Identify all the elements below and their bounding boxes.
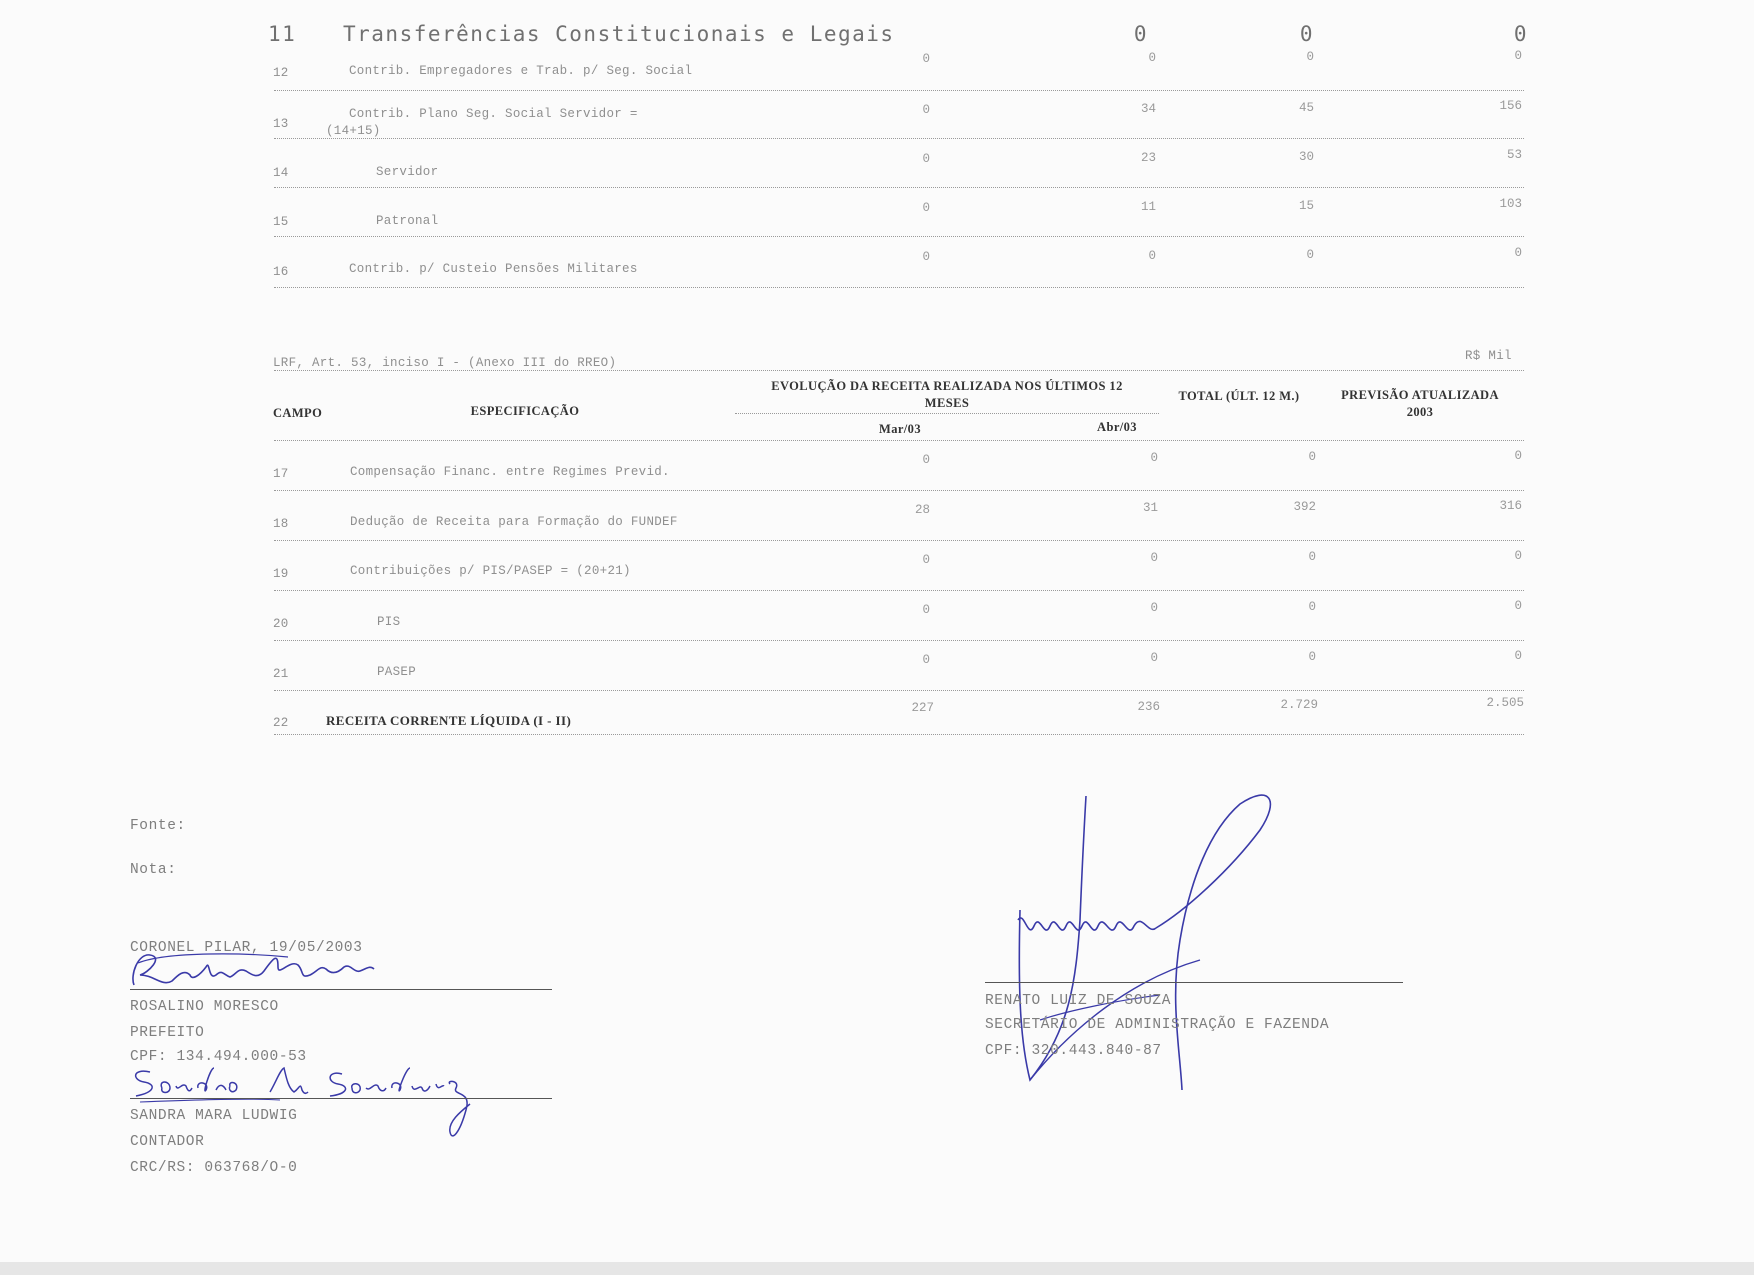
row-divider — [274, 287, 1524, 288]
row-13-label: Contrib. Plano Seg. Social Servidor = — [349, 107, 638, 121]
row-20-previsao: 0 — [1514, 599, 1522, 613]
row-21-total: 0 — [1308, 650, 1316, 664]
row-19-total: 0 — [1308, 550, 1316, 564]
row-21-abr: 0 — [1150, 651, 1158, 665]
row-14-v3: 30 — [1298, 150, 1314, 164]
signer3-doc: CPF: 320.443.840-87 — [985, 1043, 1162, 1059]
row-15-v3: 15 — [1298, 199, 1314, 213]
row-12-v4: 0 — [1514, 49, 1522, 63]
row-18-label: Dedução de Receita para Formação do FUNDEF — [350, 515, 678, 529]
row-12-label: Contrib. Empregadores e Trab. p/ Seg. Social — [349, 64, 693, 78]
row-16-v4: 0 — [1514, 246, 1522, 260]
row-22-campo: 22 — [273, 716, 289, 730]
unit-label: R$ Mil — [1465, 349, 1512, 363]
row-12-campo: 12 — [273, 66, 289, 80]
row-17-abr: 0 — [1150, 451, 1158, 465]
row-16-v1: 0 — [922, 250, 930, 264]
row-12-v2: 0 — [1148, 51, 1156, 65]
row-14-campo: 14 — [273, 166, 289, 180]
row-13-v2: 34 — [1140, 102, 1156, 116]
signer2-doc: CRC/RS: 063768/O-0 — [130, 1160, 298, 1176]
header-evolucao: EVOLUÇÃO DA RECEITA REALIZADA NOS ÚLTIMOS 12 MESES — [771, 379, 1123, 410]
row-12-v1: 0 — [922, 52, 930, 66]
row-divider — [274, 90, 1524, 91]
signature-line-2 — [130, 1098, 552, 1099]
row-11-v3: 0 — [1299, 22, 1314, 46]
row-16-v3: 0 — [1306, 248, 1314, 262]
signer1-doc: CPF: 134.494.000-53 — [130, 1049, 307, 1065]
signer3-name: RENATO LUIZ DE SOUZA — [985, 993, 1172, 1009]
row-22-previsao: 2.505 — [1486, 696, 1524, 710]
row-divider — [274, 236, 1524, 237]
row-17-campo: 17 — [273, 467, 289, 481]
header-previsao: PREVISÃO ATUALIZADA 2003 — [1341, 388, 1499, 419]
signer2-role: CONTADOR — [130, 1134, 205, 1150]
row-11-v4: 0 — [1513, 22, 1528, 46]
row-divider — [274, 734, 1524, 735]
row-13-v4: 156 — [1499, 99, 1522, 113]
row-21-label: PASEP — [377, 665, 417, 679]
row-20-mar: 0 — [922, 603, 930, 617]
row-13-v1: 0 — [922, 103, 930, 117]
nota-label: Nota: — [130, 862, 177, 878]
row-17-label: Compensação Financ. entre Regimes Previd. — [350, 465, 670, 479]
row-15-label: Patronal — [376, 214, 439, 228]
row-11-campo: 11 — [268, 22, 297, 46]
row-18-mar: 28 — [914, 503, 930, 517]
row-18-campo: 18 — [273, 517, 289, 531]
row-13-label-formula: (14+15) — [326, 124, 381, 138]
row-11-v2: 0 — [1133, 22, 1148, 46]
header-campo: CAMPO — [273, 406, 323, 420]
row-divider — [274, 490, 1524, 491]
row-19-previsao: 0 — [1514, 549, 1522, 563]
row-22-abr: 236 — [1137, 700, 1160, 714]
row-13-campo: 13 — [273, 117, 289, 131]
row-16-v2: 0 — [1148, 249, 1156, 263]
row-18-total: 392 — [1293, 500, 1316, 514]
row-divider — [274, 590, 1524, 591]
signer1-role: PREFEITO — [130, 1025, 205, 1041]
row-17-mar: 0 — [922, 453, 930, 467]
header-especificacao: ESPECIFICAÇÃO — [470, 404, 580, 418]
signature-1 — [128, 945, 428, 995]
header-subdivider — [735, 413, 1159, 414]
section-reference: LRF, Art. 53, inciso I - (Anexo III do RREO) — [273, 356, 617, 370]
row-14-v4: 53 — [1506, 148, 1522, 162]
row-15-campo: 15 — [273, 215, 289, 229]
row-22-label: RECEITA CORRENTE LÍQUIDA (I - II) — [326, 713, 572, 728]
row-21-previsao: 0 — [1514, 649, 1522, 663]
row-17-total: 0 — [1308, 450, 1316, 464]
row-divider — [274, 540, 1524, 541]
row-19-campo: 19 — [273, 567, 289, 581]
header-divider — [274, 440, 1524, 441]
row-20-label: PIS — [377, 615, 401, 629]
header-total: TOTAL (ÚLT. 12 M.) — [1178, 389, 1300, 403]
fonte-label: Fonte: — [130, 818, 186, 834]
row-20-campo: 20 — [273, 617, 289, 631]
header-abr: Abr/03 — [1097, 420, 1137, 434]
row-15-v1: 0 — [922, 201, 930, 215]
row-19-label: Contribuições p/ PIS/PASEP = (20+21) — [350, 564, 631, 578]
place-date: CORONEL PILAR, 19/05/2003 — [130, 940, 363, 956]
row-20-total: 0 — [1308, 600, 1316, 614]
scan-edge — [0, 1262, 1754, 1275]
row-divider — [274, 187, 1524, 188]
row-13-v3: 45 — [1298, 101, 1314, 115]
row-14-v2: 23 — [1140, 151, 1156, 165]
row-14-v1: 0 — [922, 152, 930, 166]
row-16-label: Contrib. p/ Custeio Pensões Militares — [349, 262, 638, 276]
row-16-campo: 16 — [273, 265, 289, 279]
row-divider — [274, 640, 1524, 641]
row-21-campo: 21 — [273, 667, 289, 681]
row-15-v2: 11 — [1140, 200, 1156, 214]
row-19-mar: 0 — [922, 553, 930, 567]
row-19-abr: 0 — [1150, 551, 1158, 565]
header-mar: Mar/03 — [879, 422, 921, 436]
signer2-name: SANDRA MARA LUDWIG — [130, 1108, 298, 1124]
row-22-mar: 227 — [911, 701, 934, 715]
section-divider — [274, 370, 1524, 371]
row-20-abr: 0 — [1150, 601, 1158, 615]
signature-line-1 — [130, 989, 552, 990]
row-22-total: 2.729 — [1280, 698, 1318, 712]
row-15-v4: 103 — [1499, 197, 1522, 211]
row-17-previsao: 0 — [1514, 449, 1522, 463]
signer1-name: ROSALINO MORESCO — [130, 999, 279, 1015]
row-14-label: Servidor — [376, 165, 439, 179]
row-18-previsao: 316 — [1499, 499, 1522, 513]
row-21-mar: 0 — [922, 653, 930, 667]
row-12-v3: 0 — [1306, 50, 1314, 64]
row-11-label: Transferências Constitucionais e Legais — [343, 22, 895, 46]
row-18-abr: 31 — [1142, 501, 1158, 515]
row-divider — [274, 138, 1524, 139]
row-divider — [274, 690, 1524, 691]
signer3-role: SECRETÁRIO DE ADMINISTRAÇÃO E FAZENDA — [985, 1017, 1330, 1033]
signature-line-3 — [985, 982, 1403, 983]
